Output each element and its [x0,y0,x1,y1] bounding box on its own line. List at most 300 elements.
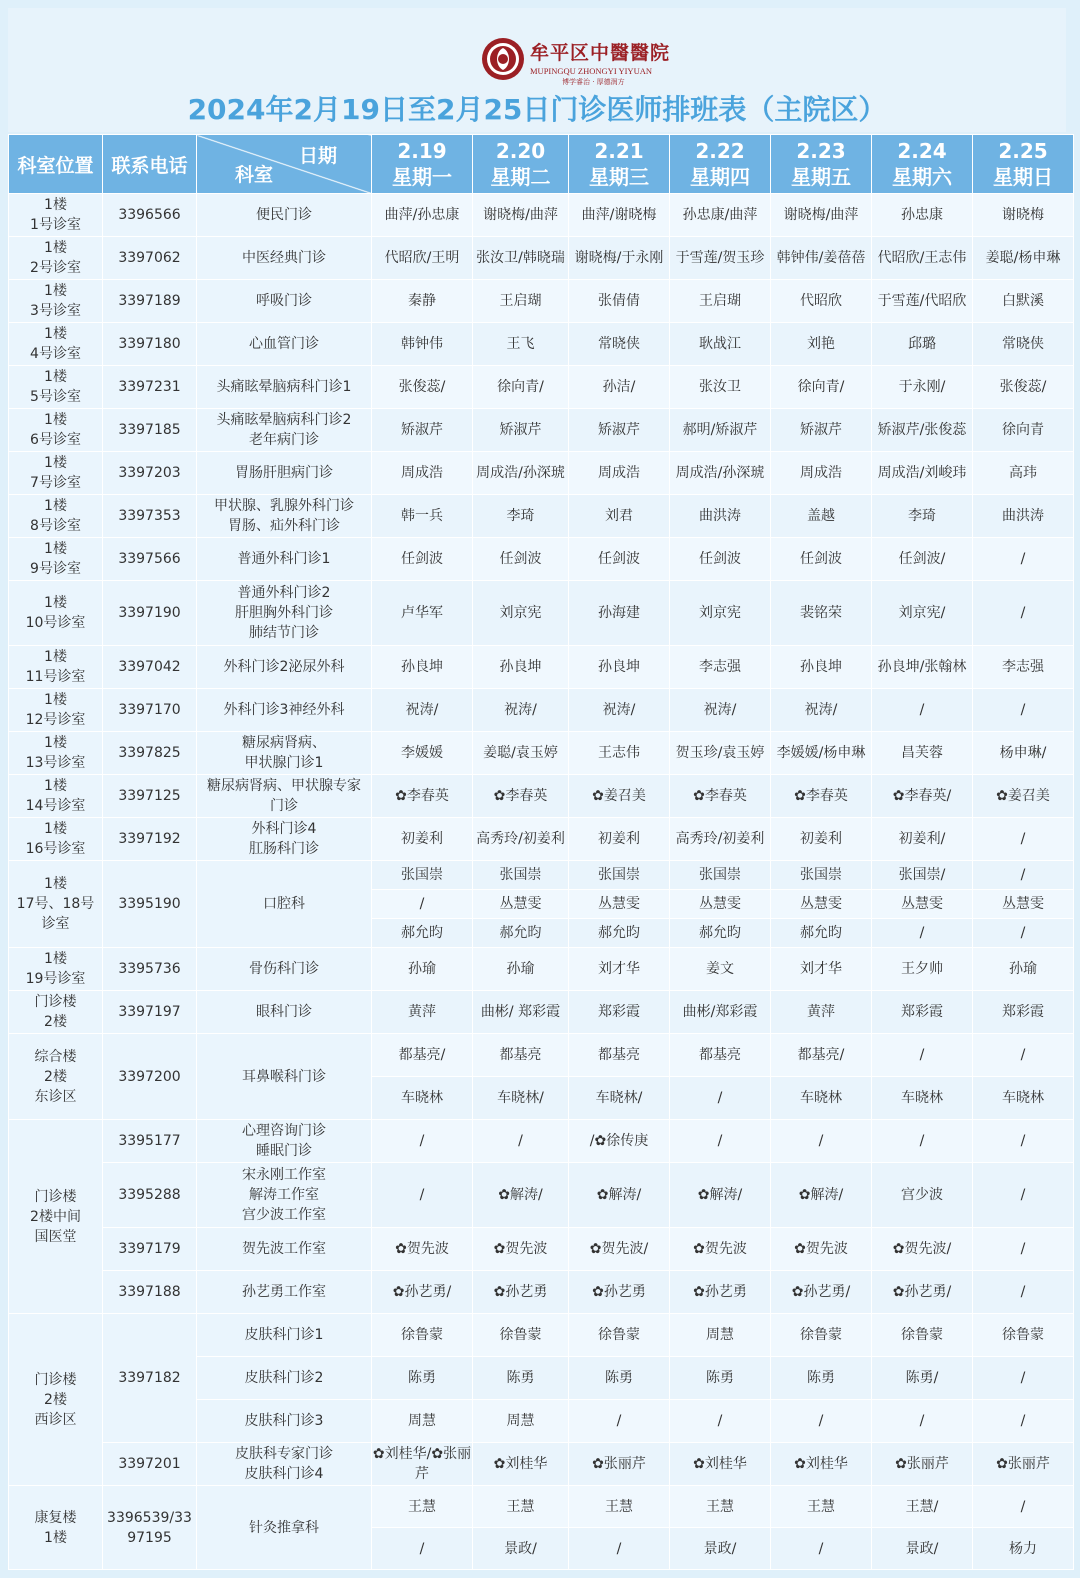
doctor-cell: 秦静 [372,280,473,323]
doctor-cell: 周成浩 [569,452,670,495]
doctor-cell: 黄萍 [372,991,473,1034]
doctor-cell: 代昭欣/王志伟 [872,237,973,280]
contact-phone: 3397353 [103,495,197,538]
department-name: 皮肤科门诊1 [197,1314,372,1357]
doctor-cell: 郝允昀 [372,919,473,948]
department-name: 普通外科门诊2 肝胆胸外科门诊 肺结节门诊 [197,581,372,646]
doctor-cell: ✿贺先波 [473,1228,569,1271]
doctor-cell: 徐鲁蒙 [872,1314,973,1357]
doctor-cell: 曲萍/谢晓梅 [569,194,670,237]
doctor-cell: 都基亮 [670,1034,771,1077]
doctor-cell: 景政/ [670,1528,771,1570]
department-name: 外科门诊3神经外科 [197,689,372,732]
doctor-cell: ✿张丽芹 [569,1443,670,1486]
department-name: 糖尿病肾病、 甲状腺门诊1 [197,732,372,775]
doctor-cell: 陈勇 [670,1357,771,1400]
doctor-cell: 都基亮 [473,1034,569,1077]
doctor-cell: / [771,1528,872,1570]
doctor-cell: / [973,861,1074,890]
contact-phone: 3397188 [103,1271,197,1314]
hospital-seal-icon [480,36,526,82]
table-row [9,366,1074,409]
doctor-cell: 韩一兵 [372,495,473,538]
room-location: 1楼 17号、18号 诊室 [9,861,103,948]
doctor-cell: 丛慧雯 [670,890,771,919]
doctor-cell: / [973,1271,1074,1314]
doctor-cell: / [973,919,1074,948]
doctor-cell: 孙瑜 [473,948,569,991]
doctor-cell: 任剑波 [372,538,473,581]
doctor-cell: 车晓林 [973,1077,1074,1120]
header-day: 2.19 星期一 [372,135,473,194]
doctor-cell: 白默溪 [973,280,1074,323]
header-date-department [197,135,372,194]
doctor-cell: 徐向青/ [473,366,569,409]
doctor-cell: ✿刘桂华 [771,1443,872,1486]
doctor-cell: / [872,1034,973,1077]
department-name: 孙艺勇工作室 [197,1271,372,1314]
doctor-cell: 宫少波 [872,1163,973,1228]
doctor-cell: 张倩倩 [569,280,670,323]
room-location: 1楼 2号诊室 [9,237,103,280]
department-name: 头痛眩晕脑病科门诊2 老年病门诊 [197,409,372,452]
doctor-cell: 常晓侠 [973,323,1074,366]
doctor-cell: 刘京宪 [473,581,569,646]
hospital-name-en: MUPINGQU ZHONGYI YIYUAN [530,66,652,76]
doctor-cell: 徐鲁蒙 [569,1314,670,1357]
department-name: 头痛眩晕脑病科门诊1 [197,366,372,409]
table-row [9,237,1074,280]
doctor-cell: 张国崇 [372,861,473,890]
doctor-cell: 车晓林 [372,1077,473,1120]
room-location: 1楼 3号诊室 [9,280,103,323]
doctor-cell: / [473,1120,569,1163]
header-banner [8,8,1066,132]
doctor-cell: ✿李春英 [473,775,569,818]
doctor-cell: / [872,689,973,732]
doctor-cell: / [372,890,473,919]
doctor-cell: 张国崇 [569,861,670,890]
doctor-cell: 郝允昀 [569,919,670,948]
doctor-cell: ✿刘桂华 [670,1443,771,1486]
doctor-cell: ✿孙艺勇/ [372,1271,473,1314]
doctor-cell: 景政/ [872,1528,973,1570]
doctor-cell: 张汝卫 [670,366,771,409]
doctor-cell: 车晓林 [771,1077,872,1120]
doctor-cell: 李琦 [872,495,973,538]
doctor-cell: 曲洪涛 [973,495,1074,538]
doctor-cell: 刘才华 [569,948,670,991]
doctor-cell: 周慧 [670,1314,771,1357]
contact-phone: 3397062 [103,237,197,280]
doctor-cell: 张俊蕊/ [973,366,1074,409]
header-date: 日期 [298,145,337,167]
table-row [9,581,1074,646]
doctor-cell: 姜聪/杨申琳 [973,237,1074,280]
doctor-cell: 祝涛/ [670,689,771,732]
contact-phone: 3397190 [103,581,197,646]
doctor-cell: 陈勇 [473,1357,569,1400]
doctor-cell: 高玮 [973,452,1074,495]
department-name: 骨伤科门诊 [197,948,372,991]
doctor-cell: 任剑波 [569,538,670,581]
doctor-cell: 李媛媛 [372,732,473,775]
doctor-cell: 陈勇/ [872,1357,973,1400]
doctor-cell: 于永刚/ [872,366,973,409]
department-name: 皮肤科门诊3 [197,1400,372,1443]
doctor-cell: 张汝卫/韩晓瑞 [473,237,569,280]
doctor-cell: 刘才华 [771,948,872,991]
doctor-cell: 代昭欣/王明 [372,237,473,280]
doctor-cell: 祝涛/ [473,689,569,732]
doctor-cell: 刘京宪/ [872,581,973,646]
table-row [9,1314,1074,1357]
doctor-cell: 丛慧雯 [569,890,670,919]
doctor-cell: ✿贺先波 [372,1228,473,1271]
doctor-cell: 郑彩霞 [872,991,973,1034]
doctor-cell: 张国崇/ [872,861,973,890]
doctor-cell: ✿贺先波/ [569,1228,670,1271]
doctor-cell: / [973,1357,1074,1400]
doctor-cell: / [872,1400,973,1443]
contact-phone: 3397192 [103,818,197,861]
header-day: 2.23 星期五 [771,135,872,194]
table-row [9,732,1074,775]
room-location: 1楼 4号诊室 [9,323,103,366]
doctor-cell: 韩钟伟/姜蓓蓓 [771,237,872,280]
department-name: 眼科门诊 [197,991,372,1034]
doctor-cell: / [973,818,1074,861]
doctor-cell: ✿解涛/ [670,1163,771,1228]
room-location: 1楼 7号诊室 [9,452,103,495]
doctor-cell: / [973,1486,1074,1528]
table-row [9,194,1074,237]
doctor-cell: ✿贺先波/ [872,1228,973,1271]
doctor-cell: ✿解涛/ [473,1163,569,1228]
doctor-cell: 谢晓梅/于永刚 [569,237,670,280]
doctor-cell: 郝允昀 [670,919,771,948]
doctor-cell: 孙良坤 [569,646,670,689]
doctor-cell: 张国崇 [771,861,872,890]
doctor-cell: 任剑波 [670,538,771,581]
doctor-cell: 刘艳 [771,323,872,366]
hospital-motto: 博学睿治 · 厚德润方 [562,78,625,86]
doctor-cell: 矫淑芹/张俊蕊 [872,409,973,452]
department-name: 贺先波工作室 [197,1228,372,1271]
doctor-cell: 矫淑芹 [372,409,473,452]
doctor-cell: ✿刘桂华 [473,1443,569,1486]
contact-phone: 3397231 [103,366,197,409]
department-name: 呼吸门诊 [197,280,372,323]
department-name: 口腔科 [197,861,372,948]
doctor-cell: 周慧 [473,1400,569,1443]
doctor-cell: 曲彬/ 郑彩霞 [473,991,569,1034]
doctor-cell: / [973,1034,1074,1077]
hospital-name-cn: 牟平区中醫醫院 [530,42,671,64]
department-name: 宋永刚工作室 解涛工作室 宫少波工作室 [197,1163,372,1228]
table-row [9,452,1074,495]
doctor-cell: 张俊蕊/ [372,366,473,409]
doctor-cell: 王夕帅 [872,948,973,991]
doctor-cell: / [973,1228,1074,1271]
doctor-cell: 曲萍/孙忠康 [372,194,473,237]
doctor-cell: ✿刘桂华/✿张丽芹 [372,1443,473,1486]
doctor-cell: ✿贺先波 [670,1228,771,1271]
doctor-cell: 祝涛/ [569,689,670,732]
header-department: 科室 [235,164,274,186]
doctor-cell: 郑彩霞 [973,991,1074,1034]
page-title: 2024年2月19日至2月25日门诊医师排班表（主院区） [187,93,887,126]
doctor-cell: 常晓侠 [569,323,670,366]
table-row [9,1034,1074,1077]
room-location: 1楼 5号诊室 [9,366,103,409]
department-name: 外科门诊2泌尿外科 [197,646,372,689]
doctor-cell: 任剑波 [771,538,872,581]
doctor-cell: 李琦 [473,495,569,538]
contact-phone: 3397197 [103,991,197,1034]
doctor-cell: 李志强 [670,646,771,689]
contact-phone: 3395288 [103,1163,197,1228]
doctor-cell: 姜文 [670,948,771,991]
doctor-cell: / [372,1163,473,1228]
doctor-cell: 徐向青/ [771,366,872,409]
room-location: 门诊楼 2楼 西诊区 [9,1314,103,1486]
doctor-cell: 孙海建 [569,581,670,646]
doctor-cell: 刘君 [569,495,670,538]
doctor-cell: 孙瑜 [973,948,1074,991]
doctor-cell: / [771,1400,872,1443]
doctor-cell: 孙良坤 [771,646,872,689]
contact-phone: 3397185 [103,409,197,452]
doctor-cell: 裴铭荣 [771,581,872,646]
doctor-cell: ✿姜召美 [973,775,1074,818]
doctor-cell: 郑彩霞 [569,991,670,1034]
doctor-cell: ✿姜召美 [569,775,670,818]
department-name: 普通外科门诊1 [197,538,372,581]
doctor-cell: ✿李春英 [771,775,872,818]
room-location: 1楼 9号诊室 [9,538,103,581]
room-location: 1楼 1号诊室 [9,194,103,237]
doctor-cell: 邱璐 [872,323,973,366]
doctor-cell: 都基亮/ [771,1034,872,1077]
doctor-cell: 孙忠康 [872,194,973,237]
room-location: 康复楼 1楼 [9,1486,103,1570]
doctor-cell: 高秀玲/初姜利 [670,818,771,861]
doctor-cell: 于雪莲/贺玉珍 [670,237,771,280]
contact-phone: 3397200 [103,1034,197,1120]
doctor-cell: 代昭欣 [771,280,872,323]
doctor-cell: /✿徐传庚 [569,1120,670,1163]
doctor-cell: 孙良坤 [372,646,473,689]
doctor-cell: 都基亮 [569,1034,670,1077]
department-name: 外科门诊4 肛肠科门诊 [197,818,372,861]
doctor-cell: 王启瑚 [670,280,771,323]
doctor-cell: 孙良坤 [473,646,569,689]
contact-phone: 3397201 [103,1443,197,1486]
table-row [9,538,1074,581]
doctor-cell: 孙瑜 [372,948,473,991]
doctor-cell: / [670,1077,771,1120]
doctor-cell: 陈勇 [771,1357,872,1400]
header-day: 2.20 星期二 [473,135,569,194]
doctor-cell: ✿李春英/ [872,775,973,818]
doctor-cell: 丛慧雯 [473,890,569,919]
doctor-cell: ✿孙艺勇 [670,1271,771,1314]
doctor-cell: 车晓林/ [569,1077,670,1120]
room-location: 门诊楼 2楼 [9,991,103,1034]
doctor-cell: 王志伟 [569,732,670,775]
doctor-cell: 初姜利 [569,818,670,861]
doctor-cell: 谢晓梅/曲萍 [473,194,569,237]
room-location: 1楼 12号诊室 [9,689,103,732]
doctor-cell: 丛慧雯 [973,890,1074,919]
contact-phone: 3397182 [103,1314,197,1443]
table-row [9,1228,1074,1271]
department-name: 甲状腺、乳腺外科门诊 胃肠、疝外科门诊 [197,495,372,538]
doctor-cell: 高秀玲/初姜利 [473,818,569,861]
doctor-cell: / [872,1120,973,1163]
room-location: 1楼 11号诊室 [9,646,103,689]
table-row [9,280,1074,323]
doctor-cell: 谢晓梅/曲萍 [771,194,872,237]
table-row [9,646,1074,689]
table-row [9,1120,1074,1163]
table-header-row [9,135,1074,194]
room-location: 1楼 14号诊室 [9,775,103,818]
doctor-cell: 王慧 [473,1486,569,1528]
doctor-cell: 郝允昀 [473,919,569,948]
table-row [9,1163,1074,1228]
doctor-cell: / [670,1400,771,1443]
doctor-cell: / [670,1120,771,1163]
header-location: 科室位置 [9,135,103,194]
contact-phone: 3396539/33 97195 [103,1486,197,1570]
header-phone: 联系电话 [103,135,197,194]
doctor-cell: 祝涛/ [771,689,872,732]
doctor-cell: 张国崇 [473,861,569,890]
doctor-cell: 耿战江 [670,323,771,366]
room-location: 1楼 19号诊室 [9,948,103,991]
doctor-cell: 矫淑芹 [473,409,569,452]
doctor-cell: ✿孙艺勇/ [872,1271,973,1314]
doctor-cell: 韩钟伟 [372,323,473,366]
doctor-cell: 周慧 [372,1400,473,1443]
room-location: 1楼 13号诊室 [9,732,103,775]
doctor-cell: 徐鲁蒙 [973,1314,1074,1357]
doctor-cell: 孙忠康/曲萍 [670,194,771,237]
doctor-cell: ✿孙艺勇/ [771,1271,872,1314]
room-location: 1楼 8号诊室 [9,495,103,538]
contact-phone: 3397125 [103,775,197,818]
table-row [9,775,1074,818]
doctor-cell: / [973,1163,1074,1228]
doctor-cell: 车晓林/ [473,1077,569,1120]
doctor-cell: ✿张丽芹 [973,1443,1074,1486]
doctor-cell: 矫淑芹 [569,409,670,452]
table-row [9,991,1074,1034]
doctor-cell: 卢华军 [372,581,473,646]
room-location: 综合楼 2楼 东诊区 [9,1034,103,1120]
doctor-cell: 徐鲁蒙 [771,1314,872,1357]
table-row [9,323,1074,366]
header-day: 2.22 星期四 [670,135,771,194]
doctor-cell: 盖越 [771,495,872,538]
table-row [9,1486,1074,1528]
doctor-cell: / [569,1528,670,1570]
doctor-cell: 郝明/矫淑芹 [670,409,771,452]
doctor-cell: 景政/ [473,1528,569,1570]
contact-phone: 3397180 [103,323,197,366]
department-name: 胃肠肝胆病门诊 [197,452,372,495]
doctor-cell: 郝允昀 [771,919,872,948]
doctor-cell: 王慧 [372,1486,473,1528]
doctor-cell: 任剑波/ [872,538,973,581]
doctor-cell: 王慧 [569,1486,670,1528]
doctor-cell: 曲洪涛 [670,495,771,538]
contact-phone: 3395736 [103,948,197,991]
doctor-cell: 丛慧雯 [872,890,973,919]
room-location: 1楼 6号诊室 [9,409,103,452]
doctor-cell: 张国崇 [670,861,771,890]
doctor-cell: 杨力 [973,1528,1074,1570]
department-name: 皮肤科专家门诊 皮肤科门诊4 [197,1443,372,1486]
doctor-cell: 周成浩/孙深琥 [670,452,771,495]
doctor-cell: / [372,1528,473,1570]
doctor-cell: / [771,1120,872,1163]
doctor-cell: 谢晓梅 [973,194,1074,237]
doctor-cell: / [372,1120,473,1163]
doctor-cell: 陈勇 [372,1357,473,1400]
doctor-cell: 周成浩 [771,452,872,495]
contact-phone: 3397179 [103,1228,197,1271]
contact-phone: 3397566 [103,538,197,581]
doctor-cell: / [569,1400,670,1443]
doctor-cell: / [872,919,973,948]
doctor-cell: 贺玉珍/袁玉婷 [670,732,771,775]
doctor-cell: 刘京宪 [670,581,771,646]
doctor-cell: / [973,538,1074,581]
schedule-body [9,194,1074,1570]
header-day: 2.24 星期六 [872,135,973,194]
table-row [9,861,1074,890]
department-name: 针灸推拿科 [197,1486,372,1570]
doctor-cell: 周成浩/刘峻玮 [872,452,973,495]
doctor-cell: 黄萍 [771,991,872,1034]
doctor-cell: 矫淑芹 [771,409,872,452]
table-row [9,948,1074,991]
doctor-cell: 王慧/ [872,1486,973,1528]
doctor-cell: 王飞 [473,323,569,366]
table-row [9,409,1074,452]
doctor-cell: / [973,689,1074,732]
table-row [9,818,1074,861]
doctor-cell: ✿张丽芹 [872,1443,973,1486]
doctor-cell: 周成浩/孙深琥 [473,452,569,495]
contact-phone: 3397825 [103,732,197,775]
doctor-cell: 孙良坤/张翰林 [872,646,973,689]
contact-phone: 3396566 [103,194,197,237]
contact-phone: 3395190 [103,861,197,948]
header-day: 2.25 星期日 [973,135,1074,194]
doctor-cell: 于雪莲/代昭欣 [872,280,973,323]
doctor-cell: 李媛媛/杨申琳 [771,732,872,775]
doctor-cell: 初姜利 [372,818,473,861]
department-name: 便民门诊 [197,194,372,237]
doctor-cell: 姜聪/袁玉婷 [473,732,569,775]
department-name: 皮肤科门诊2 [197,1357,372,1400]
hospital-logo-text [530,38,670,87]
doctor-cell: 车晓林 [872,1077,973,1120]
